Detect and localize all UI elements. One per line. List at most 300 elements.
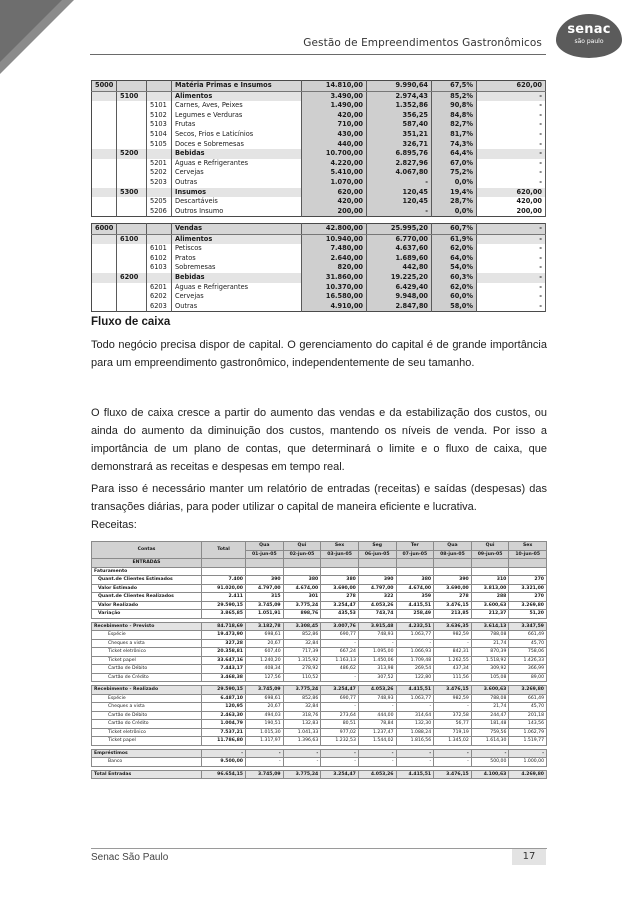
account-code (92, 178, 117, 188)
item-code (147, 91, 172, 101)
row-total: 1.004,79 (202, 720, 246, 729)
day-value (471, 567, 509, 576)
day-value: 32,84 (283, 639, 321, 648)
balance-value: - (477, 159, 546, 169)
day-value: 56,77 (434, 720, 472, 729)
budget-value: 420,00 (302, 111, 367, 121)
day-value: 1.426,33 (509, 656, 547, 665)
header-spacer (358, 559, 396, 568)
actual-value: 120,45 (367, 188, 432, 198)
day-value: - (471, 749, 509, 758)
actual-value: - (367, 178, 432, 188)
item-code: 5101 (147, 101, 172, 111)
day-value: - (283, 758, 321, 767)
day-value: 3.308,45 (283, 622, 321, 631)
day-value: 80,51 (321, 720, 359, 729)
percentage-value: 75,2% (432, 168, 477, 178)
day-value: 1.544,02 (358, 737, 396, 746)
day-value: 288 (471, 593, 509, 602)
day-value: 1.317,97 (246, 737, 284, 746)
day-value: 1.041,33 (283, 728, 321, 737)
table-row (92, 737, 547, 746)
account-description: Frutas (172, 120, 302, 130)
day-value: 32,84 (283, 703, 321, 712)
item-code: 6202 (147, 292, 172, 302)
balance-value: - (477, 130, 546, 140)
row-label: Ticket eletrônico (92, 648, 202, 657)
day-value: 143,56 (509, 720, 547, 729)
header-row (92, 559, 547, 568)
item-code: 5201 (147, 159, 172, 169)
day-value: 132,30 (396, 720, 434, 729)
header-date: 10-jun-05 (509, 550, 547, 559)
header-spacer (396, 559, 434, 568)
table-row (92, 631, 547, 640)
table-row (92, 263, 546, 273)
day-value: 3.775,24 (283, 686, 321, 695)
day-value: 3.476,15 (434, 601, 472, 610)
row-label: Cartão de Débito (92, 665, 202, 674)
row-total: 11.786,80 (202, 737, 246, 746)
day-value: 3.007,76 (321, 622, 359, 631)
balance-value: - (477, 273, 546, 283)
budget-value: 16.580,00 (302, 292, 367, 302)
day-value: 667,24 (321, 648, 359, 657)
day-value: - (321, 639, 359, 648)
table-row (92, 273, 546, 283)
day-value: 390 (246, 576, 284, 585)
day-value: - (358, 749, 396, 758)
balance-value: - (477, 254, 546, 264)
subgroup-code (117, 168, 147, 178)
header-spacer (471, 559, 509, 568)
budget-value: 4.910,00 (302, 302, 367, 312)
day-value: 748,93 (358, 631, 396, 640)
actual-value: 4.067,80 (367, 168, 432, 178)
day-value: 301 (283, 593, 321, 602)
day-value: 1.816,56 (396, 737, 434, 746)
table-row (92, 656, 547, 665)
row-label: Recebimento - Realizado (92, 686, 202, 695)
day-value: 3.321,00 (509, 584, 547, 593)
table-row (92, 283, 546, 293)
budget-value: 31.860,00 (302, 273, 367, 283)
budget-value: 820,00 (302, 263, 367, 273)
day-value: 4.674,00 (396, 584, 434, 593)
day-value: 759,56 (471, 728, 509, 737)
receipts-table (91, 541, 547, 779)
day-value: 1.518,92 (471, 656, 509, 665)
account-code (92, 168, 117, 178)
item-code: 5203 (147, 178, 172, 188)
table-row (92, 149, 546, 159)
row-total: 120,95 (202, 703, 246, 712)
table-row (92, 224, 546, 235)
header-date: 06-jun-05 (358, 550, 396, 559)
budget-value: 42.800,00 (302, 224, 367, 235)
account-code (92, 207, 117, 217)
balance-value: 620,00 (477, 188, 546, 198)
table-row (92, 749, 547, 758)
day-value: 3.745,09 (246, 770, 284, 779)
day-value: 3.745,09 (246, 601, 284, 610)
table-row (92, 728, 547, 737)
logo-subtitle: são paulo (574, 38, 604, 45)
account-description: Outros Insumo (172, 207, 302, 217)
percentage-value: 67,5% (432, 81, 477, 92)
subgroup-code (117, 197, 147, 207)
percentage-value: 0,0% (432, 207, 477, 217)
account-code (92, 111, 117, 121)
day-value: 435,53 (321, 610, 359, 619)
costs-table (91, 80, 546, 217)
row-total (202, 567, 246, 576)
header-day: Qui (283, 542, 321, 551)
day-value: 314,64 (396, 711, 434, 720)
account-code (92, 234, 117, 244)
header-spacer (434, 559, 472, 568)
percentage-value: 74,3% (432, 140, 477, 150)
budget-value: 1.070,00 (302, 178, 367, 188)
day-value: 201,18 (509, 711, 547, 720)
subgroup-code (117, 120, 147, 130)
account-code: 6000 (92, 224, 117, 235)
row-label: Cartão de Débito (92, 711, 202, 720)
day-value: 1.237,47 (358, 728, 396, 737)
row-label: Ticket eletrônico (92, 728, 202, 737)
day-value: 212,37 (471, 610, 509, 619)
day-value: 78,84 (358, 720, 396, 729)
subgroup-code (117, 81, 147, 92)
subgroup-code (117, 244, 147, 254)
day-value: 359 (396, 593, 434, 602)
day-value: 273,64 (321, 711, 359, 720)
actual-value: 2.974,43 (367, 91, 432, 101)
day-value: 3.745,09 (246, 686, 284, 695)
day-value: 977,02 (321, 728, 359, 737)
day-value: 1.051,91 (246, 610, 284, 619)
table-row (92, 576, 547, 585)
header-day: Seg (358, 542, 396, 551)
row-label: Cartão de Crédito (92, 673, 202, 682)
actual-value: 2.847,80 (367, 302, 432, 312)
day-value: - (434, 639, 472, 648)
account-code (92, 292, 117, 302)
day-value: 607,40 (246, 648, 284, 657)
row-total: 7.400 (202, 576, 246, 585)
actual-value: 6.770,00 (367, 234, 432, 244)
day-value: 1.345,02 (434, 737, 472, 746)
day-value: 380 (396, 576, 434, 585)
day-value: 366,99 (509, 665, 547, 674)
day-value: 307,52 (358, 673, 396, 682)
day-value: 4.053,26 (358, 686, 396, 695)
day-value: 20,67 (246, 703, 284, 712)
day-value: - (321, 749, 359, 758)
row-total: - (202, 749, 246, 758)
header-spacer (509, 559, 547, 568)
day-value: 45,70 (509, 703, 547, 712)
table-row (92, 758, 547, 767)
day-value: 269,54 (396, 665, 434, 674)
account-description: Águas e Refrigerantes (172, 283, 302, 293)
row-label: Ticket papel (92, 737, 202, 746)
day-value (509, 567, 547, 576)
account-description: Matéria Primas e Insumos (172, 81, 302, 92)
day-value: 698,61 (246, 631, 284, 640)
row-total: 3.865,85 (202, 610, 246, 619)
table-row (92, 168, 546, 178)
day-value (396, 567, 434, 576)
day-value: 1.709,48 (396, 656, 434, 665)
budget-value: 5.410,00 (302, 168, 367, 178)
row-label: Faturamento (92, 567, 202, 576)
account-code (92, 149, 117, 159)
section-title: Fluxo de caixa (91, 316, 171, 328)
day-value: 318,76 (283, 711, 321, 720)
account-description: Sobremesas (172, 263, 302, 273)
percentage-value: 62,0% (432, 283, 477, 293)
table-row (92, 178, 546, 188)
actual-value: 6.895,76 (367, 149, 432, 159)
account-description: Carnes, Aves, Peixes (172, 101, 302, 111)
day-value: 390 (434, 576, 472, 585)
item-code: 5104 (147, 130, 172, 140)
percentage-value: 82,7% (432, 120, 477, 130)
day-value: 500,00 (471, 758, 509, 767)
day-value: 51,20 (509, 610, 547, 619)
header-day: Qui (471, 542, 509, 551)
item-code: 6102 (147, 254, 172, 264)
item-code (147, 188, 172, 198)
table-row (92, 140, 546, 150)
senac-logo (556, 14, 622, 58)
row-total: 327,28 (202, 639, 246, 648)
percentage-value: 62,0% (432, 244, 477, 254)
row-label: Total Entradas (92, 770, 202, 779)
header-spacer (202, 559, 246, 568)
account-code (92, 140, 117, 150)
subgroup-code (117, 292, 147, 302)
row-total: 6.487,10 (202, 694, 246, 703)
row-label: Quant.de Clientes Realizados (92, 593, 202, 602)
day-value: 3.269,80 (509, 686, 547, 695)
paragraph-3: Para isso é necessário manter um relatório de entradas (receitas) e saídas (despesas) das transações diárias, para poder utilizar o capital de maneira eficiente e lucrativa. (91, 483, 547, 513)
day-value: - (246, 749, 284, 758)
day-value: 1.519,77 (509, 737, 547, 746)
day-value: 719,19 (434, 728, 472, 737)
day-value: 313,98 (358, 665, 396, 674)
day-value: 3.813,00 (471, 584, 509, 593)
day-value: 870,39 (471, 648, 509, 657)
day-value: 190,51 (246, 720, 284, 729)
header-date: 03-jun-05 (321, 550, 359, 559)
day-value: 1.163,13 (321, 656, 359, 665)
account-code (92, 130, 117, 140)
actual-value: 2.827,96 (367, 159, 432, 169)
day-value (358, 567, 396, 576)
row-label: Ticket papel (92, 656, 202, 665)
header-spacer (246, 559, 284, 568)
row-total: 20.358,81 (202, 648, 246, 657)
actual-value: 9.990,64 (367, 81, 432, 92)
day-value: 3.600,63 (471, 686, 509, 695)
row-total: 9.500,00 (202, 758, 246, 767)
percentage-value: 90,8% (432, 101, 477, 111)
day-value: 842,31 (434, 648, 472, 657)
row-total: 19.473,90 (202, 631, 246, 640)
account-code (92, 159, 117, 169)
day-value: 690,77 (321, 631, 359, 640)
account-code (92, 273, 117, 283)
percentage-value: 54,0% (432, 263, 477, 273)
account-description: Alimentos (172, 234, 302, 244)
table-row (92, 120, 546, 130)
day-value: 21,74 (471, 639, 509, 648)
actual-value: 4.637,60 (367, 244, 432, 254)
table-row (92, 694, 547, 703)
item-code (147, 234, 172, 244)
account-code (92, 120, 117, 130)
actual-value: - (367, 207, 432, 217)
day-value: 4.797,00 (358, 584, 396, 593)
day-value: 408,34 (246, 665, 284, 674)
percentage-value: 19,4% (432, 188, 477, 198)
account-description: Cervejas (172, 292, 302, 302)
row-total: 2.463,30 (202, 711, 246, 720)
budget-value: 440,00 (302, 140, 367, 150)
subgroup-code (117, 302, 147, 312)
day-value: - (396, 758, 434, 767)
subgroup-code (117, 130, 147, 140)
account-code (92, 101, 117, 111)
subgroup-code (117, 263, 147, 273)
day-value: 1.000,00 (509, 758, 547, 767)
row-label: Cartão do Crédito (92, 720, 202, 729)
day-value: 278 (321, 593, 359, 602)
day-value: 748,93 (358, 694, 396, 703)
table-row (92, 639, 547, 648)
account-description: Águas e Refrigerantes (172, 159, 302, 169)
row-total: 91.020,00 (202, 584, 246, 593)
corner-tab (0, 0, 62, 62)
row-total: 2.411 (202, 593, 246, 602)
item-code: 6103 (147, 263, 172, 273)
item-code: 5102 (147, 111, 172, 121)
account-description: Legumes e Verduras (172, 111, 302, 121)
day-value: - (358, 758, 396, 767)
actual-value: 25.995,20 (367, 224, 432, 235)
row-label: Empréstimos (92, 749, 202, 758)
subgroup-code (117, 111, 147, 121)
item-code (147, 224, 172, 235)
subgroup-code (117, 283, 147, 293)
day-value: 4.100,63 (471, 770, 509, 779)
balance-value: - (477, 244, 546, 254)
subgroup-code (117, 140, 147, 150)
balance-value: - (477, 91, 546, 101)
day-value: 380 (283, 576, 321, 585)
budget-value: 420,00 (302, 197, 367, 207)
day-value: - (434, 703, 472, 712)
day-value: - (434, 749, 472, 758)
day-value: 3.614,13 (471, 622, 509, 631)
day-value: 21,74 (471, 703, 509, 712)
actual-value: 587,40 (367, 120, 432, 130)
account-description: Outras (172, 178, 302, 188)
day-value: 698,61 (246, 694, 284, 703)
day-value: 758,06 (509, 648, 547, 657)
row-total: 33.647,16 (202, 656, 246, 665)
table-row (92, 254, 546, 264)
row-label: Variação (92, 610, 202, 619)
header-date: 02-jun-05 (283, 550, 321, 559)
balance-value: - (477, 178, 546, 188)
day-value: 278,92 (283, 665, 321, 674)
day-value: 4.232,51 (396, 622, 434, 631)
table-row (92, 244, 546, 254)
day-value (321, 567, 359, 576)
subgroup-code (117, 178, 147, 188)
day-value: 486,62 (321, 665, 359, 674)
row-total: 3.468,38 (202, 673, 246, 682)
row-label: Cheques a vista (92, 703, 202, 712)
subgroup-code: 6200 (117, 273, 147, 283)
day-value: 270 (509, 576, 547, 585)
day-value: 3.775,24 (283, 770, 321, 779)
day-value: 1.315,92 (283, 656, 321, 665)
day-value: 315 (246, 593, 284, 602)
budget-value: 10.940,00 (302, 234, 367, 244)
day-value: 244,47 (471, 711, 509, 720)
balance-value: - (477, 120, 546, 130)
budget-value: 1.490,00 (302, 101, 367, 111)
table-row (92, 292, 546, 302)
day-value: 717,39 (283, 648, 321, 657)
budget-value: 430,00 (302, 130, 367, 140)
day-value: 743,74 (358, 610, 396, 619)
header-rule (90, 54, 546, 55)
table-row (92, 567, 547, 576)
item-code: 5205 (147, 197, 172, 207)
header-day: Sex (321, 542, 359, 551)
day-value: - (246, 758, 284, 767)
day-value: 110,52 (283, 673, 321, 682)
header-date: 09-jun-05 (471, 550, 509, 559)
day-value (246, 567, 284, 576)
row-label: Cheques a vista (92, 639, 202, 648)
table-row (92, 673, 547, 682)
day-value: 45,70 (509, 639, 547, 648)
table-row (92, 130, 546, 140)
percentage-value: 60,3% (432, 273, 477, 283)
balance-value: 620,00 (477, 81, 546, 92)
percentage-value: 67,0% (432, 159, 477, 169)
header-total: Total (202, 542, 246, 559)
percentage-value: 0,0% (432, 178, 477, 188)
account-code (92, 244, 117, 254)
percentage-value: 60,7% (432, 224, 477, 235)
day-value: 89,00 (509, 673, 547, 682)
day-value: 494,03 (246, 711, 284, 720)
actual-value: 1.689,60 (367, 254, 432, 264)
day-value: 1.396,63 (283, 737, 321, 746)
day-value (283, 567, 321, 576)
row-total: 96.654,15 (202, 770, 246, 779)
actual-value: 351,21 (367, 130, 432, 140)
day-value: 132,83 (283, 720, 321, 729)
item-code: 5105 (147, 140, 172, 150)
